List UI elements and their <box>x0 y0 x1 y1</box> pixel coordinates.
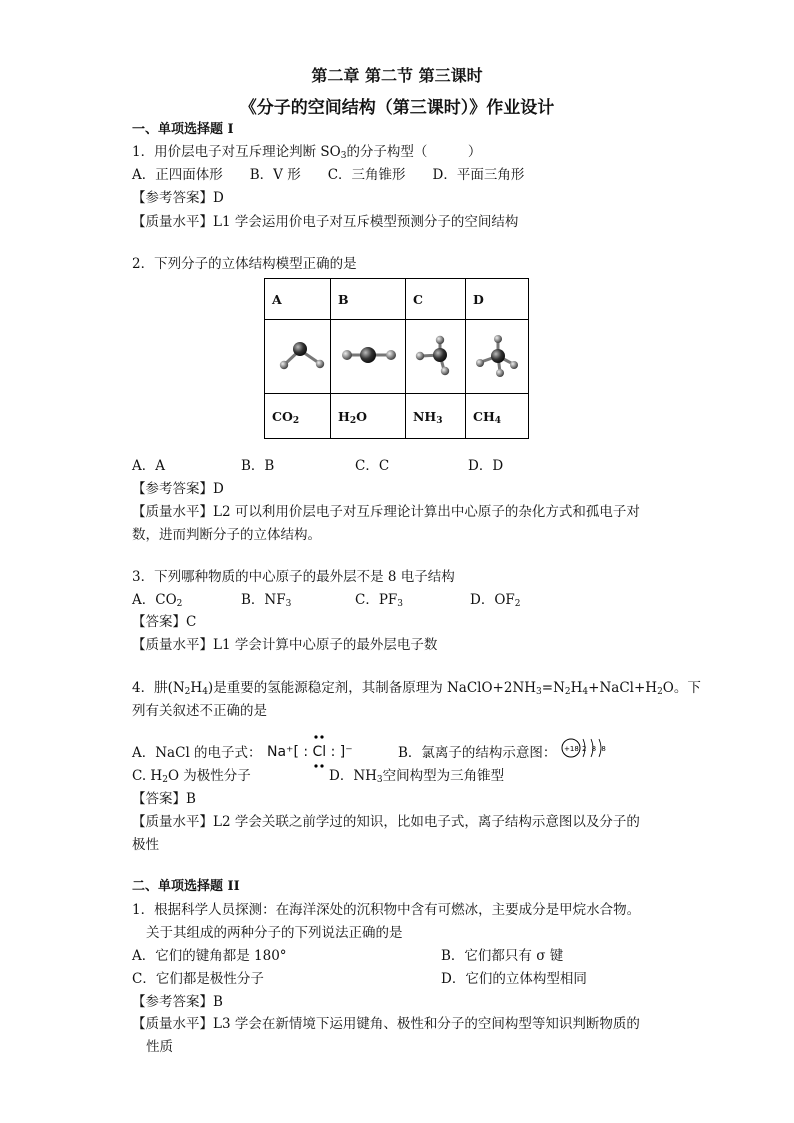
table-header-d: D <box>466 279 529 320</box>
q3-option-c: C．$PF_3$ <box>355 592 404 609</box>
linear-molecule-model <box>335 320 402 390</box>
q5-quality-level: 【质量水平】L3 学会在新情境下运用键角、极性和分子的空间构型等知识判断物质的 <box>132 1016 640 1032</box>
q3-option-a: A．$CO_2$ <box>132 592 183 609</box>
q4-quality-level-cont: 极性 <box>132 837 159 853</box>
q5-answer: 【参考答案】B <box>132 994 223 1010</box>
q4-stem-cont: 列有关叙述不正确的是 <box>132 703 267 719</box>
q2-quality-level-cont: 数，进而判断分子的立体结构。 <box>132 527 321 543</box>
q4-option-a: A．NaCl 的电子式： <box>132 745 262 761</box>
q3-option-d: D．$OF_2$ <box>470 592 521 609</box>
model-tetrahedral <box>466 320 529 394</box>
q2-stem: 2．下列分子的立体结构模型正确的是 <box>132 256 357 272</box>
q2-option-a: A．A <box>132 458 165 474</box>
q2-quality-level: 【质量水平】L2 可以利用价层电子对互斥理论计算出中心原子的杂化方式和孤电子对 <box>132 504 640 520</box>
q5-quality-level-cont: 性质 <box>146 1039 173 1055</box>
q3-answer: 【答案】C <box>132 614 197 630</box>
q3-option-b: B．$NF_3$ <box>241 592 292 609</box>
q5-stem-cont: 关于其组成的两种分子的下列说法正确的是 <box>146 925 403 941</box>
q4-quality-level: 【质量水平】L2 学会关联之前学过的知识，比如电子式，离子结构示意图以及分子的 <box>132 814 640 830</box>
label-nh3: $NH_3$ <box>406 394 466 439</box>
section-heading-2: 二、单项选择题 II <box>132 879 240 894</box>
q4-answer: 【答案】B <box>132 791 196 807</box>
q4-option-b: B．氯离子的结构示意图： <box>398 745 557 761</box>
q2-option-d: D．D <box>468 458 504 474</box>
q1-quality-level: 【质量水平】L1 学会运用价电子对互斥模型预测分子的空间结构 <box>132 214 519 230</box>
page-title-assignment: 《分子的空间结构（第三课时）》作业设计 <box>239 98 555 118</box>
model-linear <box>331 320 406 394</box>
q5-stem: 1．根据科学人员探测：在海洋深处的沉积物中含有可燃冰，主要成分是甲烷水合物。 <box>132 902 641 918</box>
q2-option-b: B．B <box>241 458 275 474</box>
pyramidal-molecule-model <box>410 320 462 390</box>
label-ch4: $CH_4$ <box>466 394 529 439</box>
model-pyramidal <box>406 320 466 394</box>
q5-option-b: B．它们都只有 σ 键 <box>441 948 564 964</box>
q4-option-c: C. $H_2O$ 为极性分子 <box>132 768 251 785</box>
table-header-c: C <box>406 279 466 320</box>
q4-stem: 4．肼$(N_2H_4)$是重要的氢能源稳定剂，其制备原理为 $NaClO+2NH_3=N_2H_4+NaCl+H_2O$。下 <box>132 680 701 697</box>
q2-option-c: C．C <box>355 458 390 474</box>
q1-options: A．正四面体形 B．V 形 C．三角锥形 D．平面三角形 <box>132 167 525 183</box>
q1-answer: 【参考答案】D <box>132 190 224 206</box>
q5-option-d: D．它们的立体构型相同 <box>441 971 587 987</box>
table-header-b: B <box>331 279 406 320</box>
label-h2o: $H_2O$ <box>331 394 406 439</box>
electron-dots <box>312 734 328 774</box>
table-header-a: A <box>265 279 331 320</box>
nacl-electron-formula: Na⁺[ : Cl : ]⁻ <box>267 744 353 760</box>
page-title-chapter: 第二章 第二节 第三课时 <box>311 66 483 85</box>
section-heading-1: 一、单项选择题 I <box>132 122 234 137</box>
tetrahedral-molecule-model <box>470 320 525 390</box>
ion-shell-counts: 2 8 8 <box>582 745 608 753</box>
ion-nucleus-label: +18 <box>564 745 579 753</box>
q3-stem: 3．下列哪种物质的中心原子的最外层不是 8 电子结构 <box>132 569 455 585</box>
q4-option-d: D．$NH_3$空间构型为三角锥型 <box>329 768 505 785</box>
q5-option-a: A．它们的键角都是 180° <box>132 948 287 964</box>
q1-stem: 1．用价层电子对互斥理论判断 $SO_3$的分子构型（ ） <box>132 144 482 161</box>
chloride-ion-diagram <box>560 735 610 761</box>
label-co2: $CO_2$ <box>265 394 331 439</box>
q3-quality-level: 【质量水平】L1 学会计算中心原子的最外层电子数 <box>132 637 438 653</box>
molecule-model-table <box>264 278 529 439</box>
model-bent <box>265 320 331 394</box>
q5-option-c: C．它们都是极性分子 <box>132 971 264 987</box>
bent-molecule-model <box>269 320 327 390</box>
q2-answer: 【参考答案】D <box>132 481 224 497</box>
